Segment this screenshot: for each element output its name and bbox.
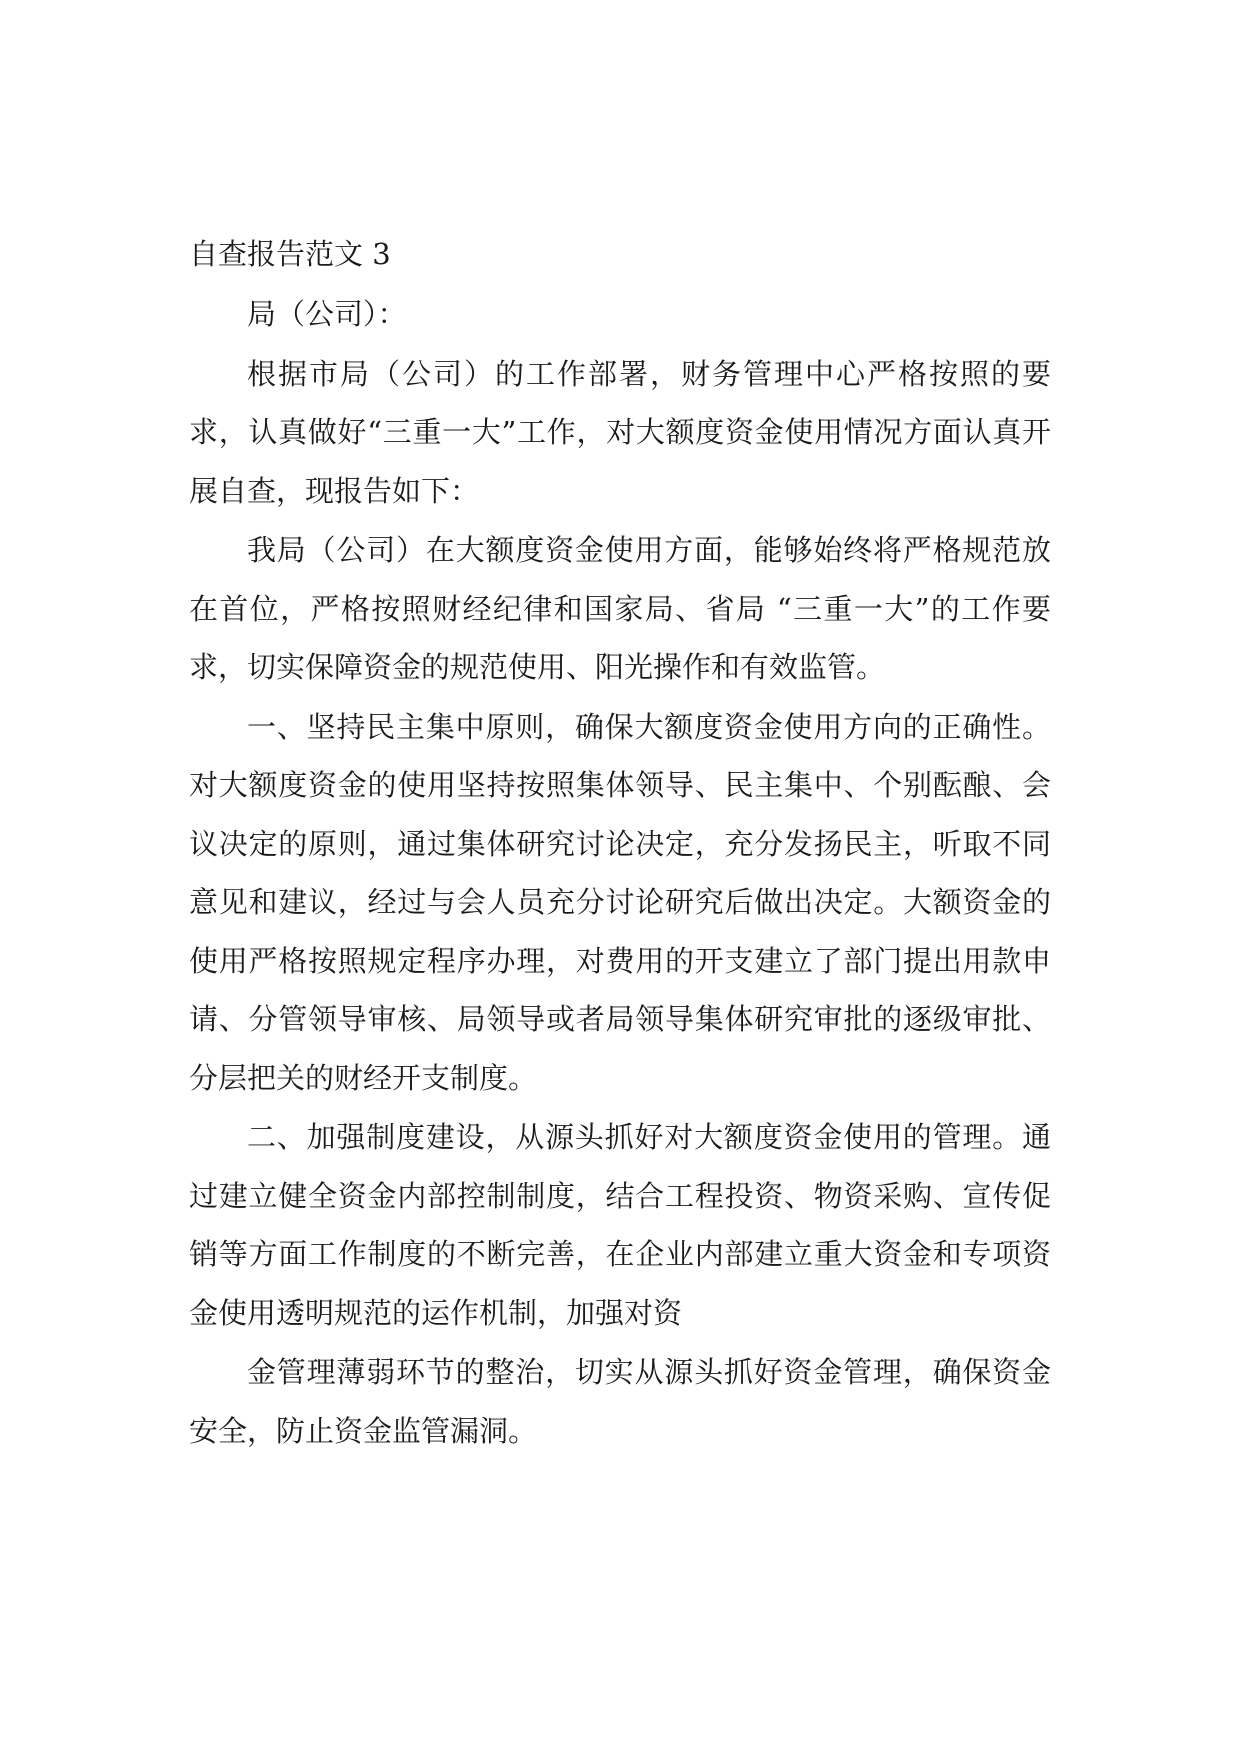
paragraph-section-two: 二、加强制度建设，从源头抓好对大额度资金使用的管理。通过建立健全资金内部控制制度，结合工程投资、物资采购、宣传促销等方面工作制度的不断完善，在企业内部建立重大资金和专项资金使用透明规范的运作机制，加强对资	[189, 1120, 1051, 1330]
paragraph-continuation: 金管理薄弱环节的整治，切实从源头抓好资金管理，确保资金安全，防止资金监管漏洞。	[189, 1355, 1051, 1448]
document-title: 自查报告范文 3	[189, 237, 391, 271]
paragraph-overview: 我局（公司）在大额度资金使用方面，能够始终将严格规范放在首位，严格按照财经纪律和国家局、省局 “三重一大”的工作要求，切实保障资金的规范使用、阳光操作和有效监管。	[189, 533, 1051, 684]
salutation: 局（公司）：	[247, 297, 407, 331]
paragraph-intro: 根据市局（公司）的工作部署，财务管理中心严格按照的要求，认真做好“三重一大”工作，对大额度资金使用情况方面认真开展自查，现报告如下：	[189, 356, 1051, 508]
paragraph-section-one: 一、坚持民主集中原则，确保大额度资金使用方向的正确性。对大额度资金的使用坚持按照集体领导、民主集中、个别酝酿、会议决定的原则，通过集体研究讨论决定，充分发扬民主，听取不同意见和建议，经过与会人员充分讨论研究后做出决定。大额资金的使用严格按照规定程序办理，对费用的开支建立了部门提出用款申请、分管领导审核、局领导或者局领导集体研究审批的逐级审批、分层把关的财经开支制度。	[189, 709, 1051, 1095]
document-body	[189, 224, 1051, 1460]
